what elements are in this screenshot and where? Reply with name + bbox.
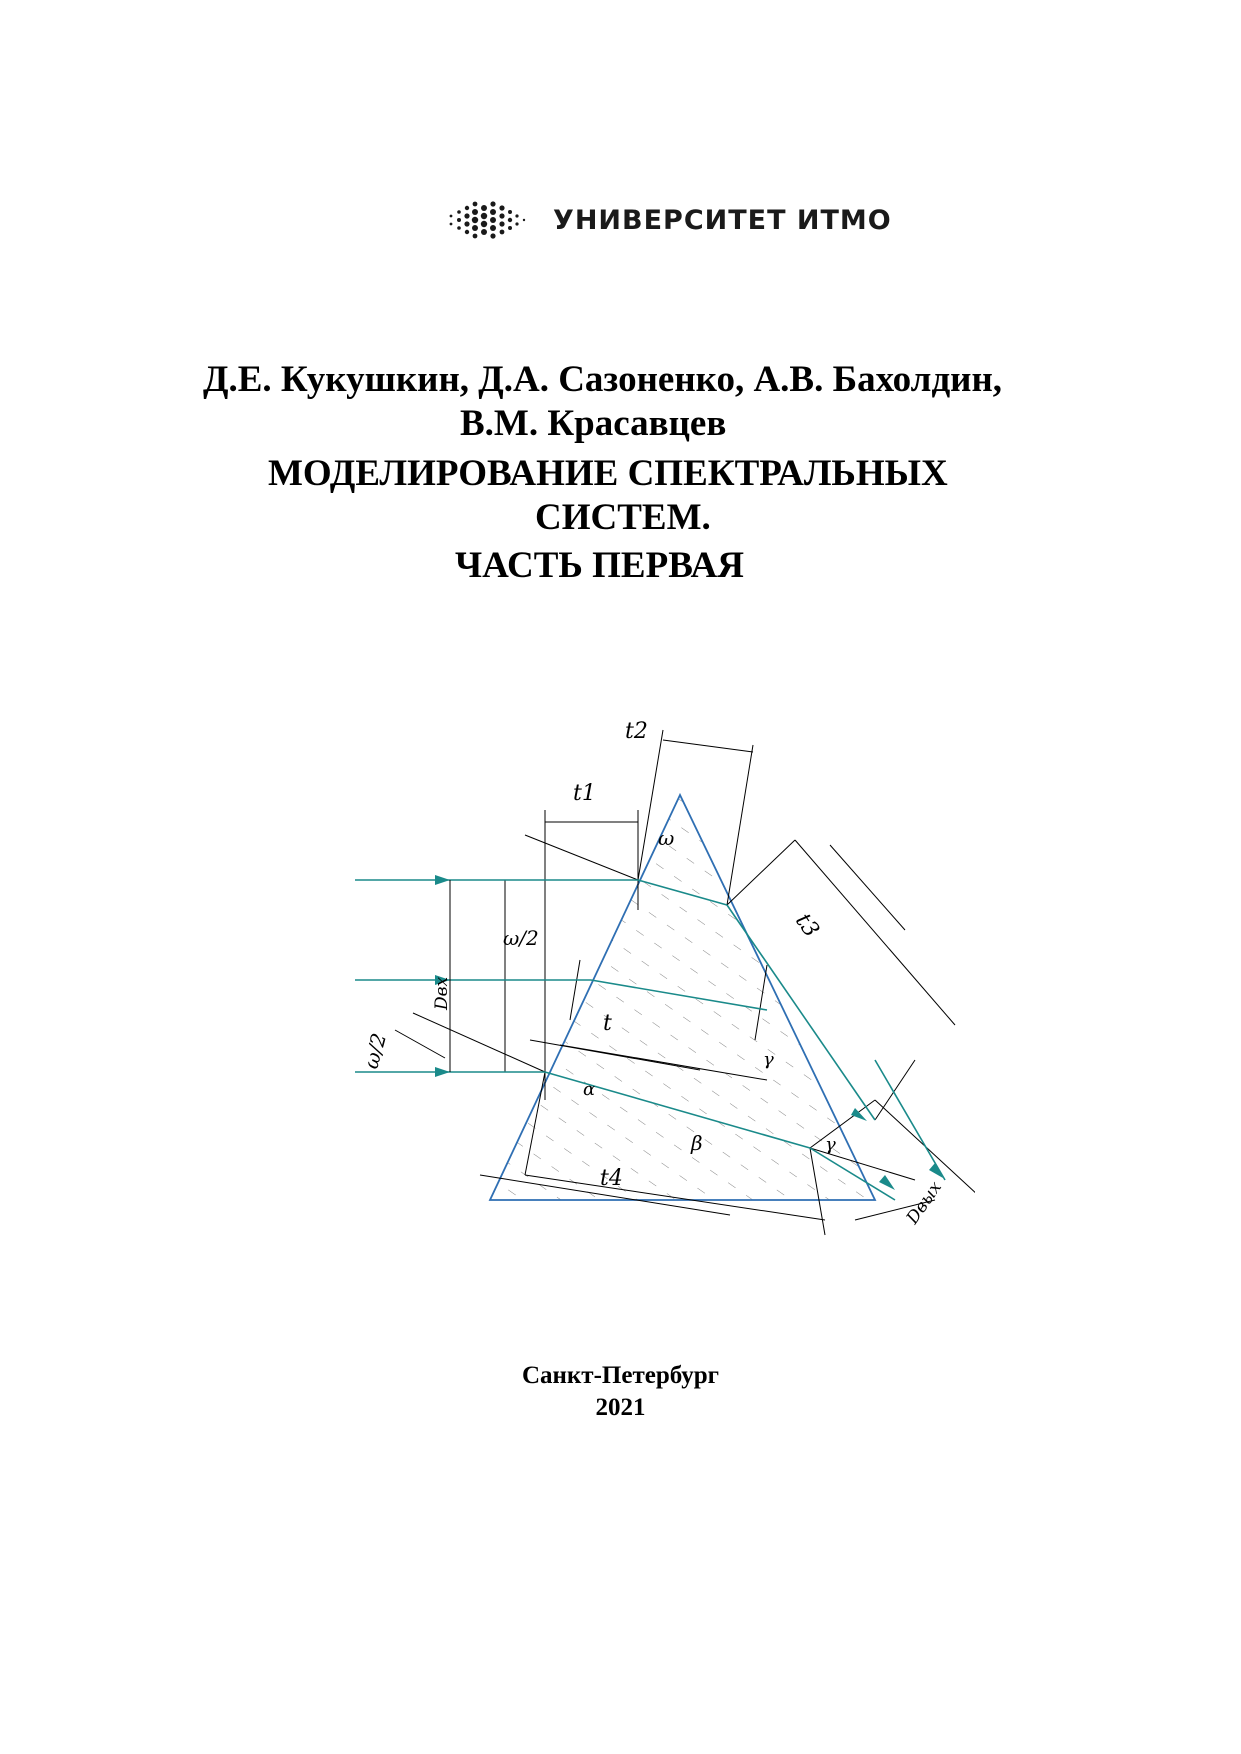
arrow-icon [879, 1175, 895, 1190]
construction-line [413, 1013, 545, 1072]
construction-line [663, 740, 753, 752]
label-alpha: α [583, 1079, 596, 1100]
label-omega-half-inner: ω/2 [503, 926, 539, 950]
construction-line [830, 845, 905, 930]
title-line-2: СИСТЕМ. [535, 497, 711, 538]
label-beta: β [691, 1131, 703, 1155]
label-t3: t3 [790, 909, 824, 943]
itmo-dots-icon [445, 196, 545, 244]
authors-line-2: В.М. Красавцев [460, 403, 727, 444]
outgoing-ray-far [875, 1060, 945, 1180]
label-t4: t4 [600, 1166, 623, 1191]
prism-hatching [490, 795, 875, 1200]
label-omega-half-outer: ω/2 [358, 1030, 392, 1072]
label-t1: t1 [573, 781, 596, 806]
label-gamma-lower: γ [825, 1134, 836, 1155]
itmo-logo [445, 196, 892, 244]
arrow-icon [435, 875, 450, 885]
title-line-3: ЧАСТЬ ПЕРВАЯ [455, 545, 744, 586]
arrow-icon [851, 1108, 867, 1121]
university-name: УНИВЕРСИТЕТ ИТМО [553, 204, 892, 236]
authors-line-1: Д.Е. Кукушкин, Д.А. Сазоненко, А.В. Бахолдин, [203, 359, 1003, 400]
label-t2: t2 [625, 719, 648, 744]
publication-info [0, 1360, 1241, 1424]
construction-line [727, 745, 753, 905]
construction-line [395, 1030, 445, 1058]
label-gamma-upper: γ [763, 1049, 774, 1070]
label-t: t [603, 1011, 612, 1036]
construction-line [525, 835, 638, 880]
prism-diagram [355, 680, 975, 1240]
label-d-in: Dвх [432, 976, 452, 1010]
year: 2021 [595, 1394, 646, 1421]
construction-line [727, 840, 795, 905]
construction-line [795, 840, 955, 1025]
title-line-1: МОДЕЛИРОВАНИЕ СПЕКТРАЛЬНЫХ [268, 453, 948, 494]
arrow-icon [929, 1163, 943, 1178]
label-omega: ω [658, 826, 675, 850]
label-d-out: Dвых [902, 1177, 947, 1228]
arrow-icon [435, 1067, 450, 1077]
city: Санкт-Петербург [521, 1362, 720, 1389]
